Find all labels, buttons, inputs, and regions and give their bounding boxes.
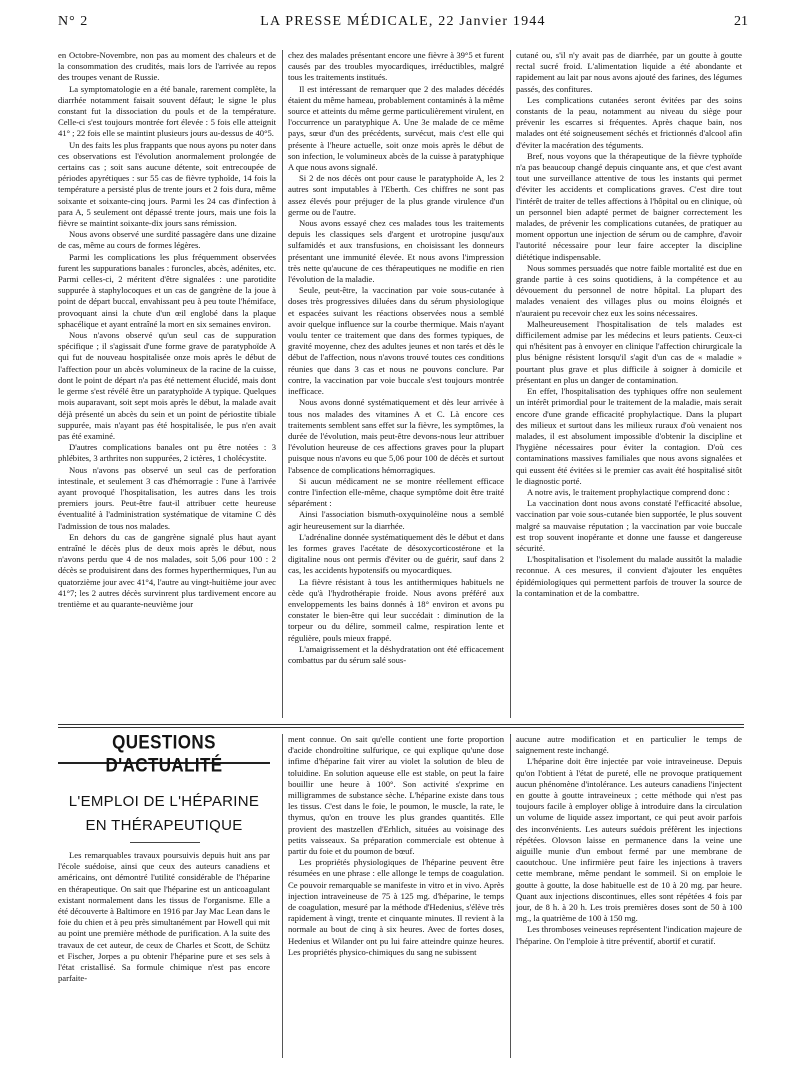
paragraph: Parmi les complications les plus fréquemment observées furent les suppurations banales : furoncles, abcès, adénites, etc. Parmi celles-ci, 2 méritent d'être signalées : une parotidite suppurée à staphylocoques et un cas de gangrène de la joue à point de départ buccal, envahissant peu à peu toute l'hémiface, provoquant ainsi la chute d'un œil englobé dans la plaque sphacélique et ayant entraîné la mort en six semaines environ. [58, 251, 276, 329]
paragraph: En effet, l'hospitalisation des typhiques offre non seulement un intérêt primordial pour le traitement de la maladie, mais serait encore d'une grande efficacité prophylactique. Dans la plupart des milieux et surtout dans les milieux ruraux d'où venaient nos malades, il est absolument impossible d'obtenir la discipline et l'hygiène nécessaires pour éviter la contagion. D'où ces contaminations massives familiales que nous avons signalées et qui eussent été évitées si le premier cas avait été hospitalisé sitôt le diagnostic porté. [516, 386, 742, 486]
paragraph: Les complications cutanées seront évitées par des soins constants de la peau, notamment au niveau du siège pour prévenir les escarres si fréquentes. Après chaque bain, nos malades ont été soigneusement séchés et frictionnés d'alcool afin d'éviter la macération des téguments. [516, 94, 742, 150]
paragraph: Si aucun médicament ne se montre réellement efficace contre l'infection elle-même, chaque symptôme doit être traité séparément : [288, 475, 504, 509]
section-separator [58, 727, 744, 728]
section-heading-text: QUESTIONS D'ACTUALITÉ [105, 731, 223, 776]
paragraph: L'héparine doit être injectée par voie intraveineuse. Depuis qu'on l'obtient à l'état de pureté, elle ne provoque pratiquement aucun phénomène d'intolérance. Les auteurs canadiens l'injectent en goutte à goutte intraveineux ; cette méthode qui n'est pas toujours facile à employer oblige à introduire dans la circulation un volume de liquide assez important, ce qui peut avoir parfois des inconvénients. Les auteurs suédois préfèrent les injections répétées. Olovson laisse en permanence dans la veine une aiguille munie d'un embout fermé par une membrane de caoutchouc. Une infirmière peut faire les injections à travers cette membrane, même pendant le sommeil. Si on emploie le goutte à goutte, la dose habituelle est de 10 à 20 mg. par heure. Quant aux injections discontinues, elles sont répétées 4 fois par jour, de 8 h. à 20 h. Les trois premières doses sont de 50 à 100 mg., la quatrième de 100 à 150 mg. [516, 756, 742, 924]
paragraph: Un des faits les plus frappants que nous ayons pu noter dans ces observations est l'évolution anormalement prolongée de certains cas ; soit sans aucune détente, soit entrecoupée de périodes apyrétiques : sur 55 cas de fièvre typhoïde, 14 fois la température a persisté plus de trente jours et 2 fois dura, même soixante et soixante-cinq jours. Parmi les 24 cas d'infection à para A, 5 seulement ont dépassé trente jours, mais une fois la fièvre se maintint soixante-dix jours sans rémission. [58, 139, 276, 229]
top-column-3 [516, 50, 742, 720]
paragraph: Ainsi l'association bismuth-oxyquinoléine nous a semblé agir heureusement sur la diarrhée. [288, 509, 504, 531]
paragraph: Nous avons essayé chez ces malades tous les traitements depuis les classiques sels d'argent et urotropine jusqu'aux sulfamidés et aux transfusions, en choisissant les donneurs présentant une immunité élevée. Et nous avons l'impression très nette qu'aucune de ces thérapeutiques ne modifie en rien l'évolution de la maladie. [288, 218, 504, 285]
paragraph: La vaccination dont nous avons constaté l'efficacité absolue, vaccination par voie sous-cutanée bien supportée, le plus souvent malgré sa mauvaise réputation ; la vaccination par voie buccale est trop souvent inopérante et donne une fausse et dangereuse sécurité. [516, 498, 742, 553]
paragraph: Malheureusement l'hospitalisation de tels malades est difficilement admise par les médecins et leurs patients. Ceux-ci qui n'hésitent pas à envoyer en clinique l'affection chirurgicale la plus bénigne résistent lorsqu'il s'agit d'un cas de « maladie » pourtant plus grave et plus difficile à soigner à domicile et présentant en plus un danger de contamination. [516, 318, 742, 385]
section-separator [58, 724, 744, 725]
paragraph: Les propriétés physiologiques de l'héparine peuvent être résumées en une phrase : elle allonge le temps de coagulation. Ce pouvoir remarquable se manifeste in vitro et in vivo. Après injection intraveineuse de 75 à 125 mg. d'héparine, le temps de coagulation, mesuré par la méthode d'Hedenius, s'élève très rapidement à vingt, trente et cinquante minutes. Il revient à la normale au bout de cinq à six heures. Avec de fortes doses, Hedenius et Wilander ont pu lui faire atteindre quinze heures. Les propriétés physico-chimiques du sang ne subissent [288, 857, 504, 957]
paragraph: ment connue. On sait qu'elle contient une forte proportion d'acide chondroïtine sulfurique, ce qui explique qu'une dose infime d'héparine fait virer au violet la solution de bleu de toluidine. En solution aqueuse elle est stable, on peut la faire bouillir une heure à 100°. Son activité s'exprime en milligrammes de substance sèche. L'héparine existe dans tous les tissus. C'est dans le foie, le poumon, le muscle, la rate, le thymus, qu'on en trouve les plus grandes quantités. Elle provient des mastzellen d'Erhlich, situées au voisinage des petits vaisseaux. Sa préparation commerciale est obtenue à partir du foie et du poumon de bœuf. [288, 734, 504, 857]
journal-title: LA PRESSE MÉDICALE, 22 Janvier 1944 [260, 14, 546, 29]
paragraph: L'amaigrissement et la déshydratation ont été efficacement combattus par du sérum salé sous- [288, 643, 504, 665]
title-rule [130, 842, 200, 843]
article-column-3 [516, 734, 742, 1058]
issue-number: N° 2 [58, 14, 89, 29]
article-title [58, 790, 270, 838]
top-column-2 [288, 50, 504, 720]
paragraph: D'autres complications banales ont pu être notées : 3 phlébites, 3 arthrites non suppurées, 2 ictères, 1 cholécystite. [58, 442, 276, 464]
article-column-1 [58, 850, 270, 1058]
column-divider [510, 734, 511, 1058]
paragraph: Il est intéressant de remarquer que 2 des malades décédés étaient du même hameau, probablement contaminés à la même source et atteints du même germe particulièrement virulent, en l'occurrence un paratyphique A. Une 3e malade de ce même pays, sœur d'un des précédents, survécut, mais c'est elle qui présente à l'heure actuelle, soit onze mois après le début de son infection, le volumineux abcès de la cuisse à paratyphique A que nous avons signalé. [288, 83, 504, 173]
section-heading [58, 731, 270, 776]
article-title-line: L'EMPLOI DE L'HÉPARINE [68, 793, 260, 810]
paragraph: chez des malades présentant encore une fièvre à 39°5 et furent causés par des troubles myocardiques, irréductibles, malgré tous les traitements institués. [288, 50, 504, 83]
paragraph: La fièvre résistant à tous les antithermiques habituels ne cède qu'à l'hydrothérapie froide. Nous avons préféré aux enveloppements les bains donnés à 18° environ et avons pu constater le bien-être qui leur succédait : diminution de la torpeur ou du délire, sommeil calme, respiration lente et régulière, pouls mieux frappé. [288, 576, 504, 643]
paragraph: en Octobre-Novembre, non pas au moment des chaleurs et de la consommation des crudités, mais lors de l'arrivée au repos des troupes venant de Russie. [58, 50, 276, 83]
paragraph: Bref, nous voyons que la thérapeutique de la fièvre typhoïde n'a pas beaucoup changé depuis cinquante ans, et que c'est avant tout une surveillance attentive de tous les instants qui permet d'éviter les accidents et complications graves. C'est dire tout l'intérêt de traiter de telles affections à l'hôpital ou en clinique, où un personnel bien adapté permet de baigner correctement les malades, de prévenir les complications cutanées, de pratiquer au moment opportun une injection de sérum ou de camphre, d'avoir l'autorité nécessaire pour leur faire accepter la discipline diététique indispensable. [516, 150, 742, 262]
paragraph: aucune autre modification et en particulier le temps de saignement reste inchangé. [516, 734, 742, 756]
page-number: 21 [734, 14, 748, 29]
paragraph: Seule, peut-être, la vaccination par voie sous-cutanée à doses très progressives diluées dans du sérum physiologique et espacées suivant les réactions observées nous a semblé avoir quelque influence sur la courbe thermique. Mais n'ayant voulu tenter ce traitement que dans des formes typiques, de gravité moyenne, chez des adultes jeunes et non tarés et dès le début de l'affection, nous n'avons trouvé toutes ces conditions réunies que dans 3 cas et nous ne pouvons conclure. Par contre, la vaccination par voie buccale s'est toujours montrée inefficace. [288, 285, 504, 397]
paragraph: Nous sommes persuadés que notre faible mortalité est due en grande partie à ces soins quotidiens, à la compétence et au dévouement du personnel de notre hôpital. La plupart des malades venaient des villages plus ou moins éloignés et n'auraient pu recevoir chez eux les soins nécessaires. [516, 262, 742, 318]
top-column-1 [58, 50, 276, 720]
paragraph: cutané ou, s'il n'y avait pas de diarrhée, par un goutte à goutte rectal sucré froid. L'alimentation liquide a été abondante et rapidement au lait par nous avons ajouté des farines, des légumes passés, des confitures. [516, 50, 742, 94]
paragraph: En dehors du cas de gangrène signalé plus haut ayant entraîné le décès plus de deux mois après le début, nous n'avons perdu que 4 de nos malades, soit 5,06 pour 100 : 2 décès se produisirent dans des formes hyperthermiques, l'un au quatorzième jour avec 41°4, l'autre au vingt-huitième jour avec 41°7; les 2 autres décès survinrent plus tardivement encore au trentième et au quarante-neuvième jour [58, 531, 276, 609]
paragraph: La symptomatologie en a été banale, rarement complète, la diarrhée notamment faisait souvent défaut; le signe le plus constant fut la dissociation du pouls et de la température. Celle-ci s'est toujours montrée fort élevée : 5 fois elle atteignit 41° ; 22 fois elle se maintint plusieurs jours au-dessus de 40°5. [58, 83, 276, 139]
article-title-line: EN THÉRAPEUTIQUE [85, 817, 243, 834]
column-divider [282, 50, 283, 718]
paragraph: L'hospitalisation et l'isolement du malade aussitôt la maladie reconnue. A ces mesures, il convient d'ajouter les enquêtes épidémiologiques qui permettent parfois de trouver la source de la contamination et de la combattre. [516, 554, 742, 598]
paragraph: A notre avis, le traitement prophylactique comprend donc : [527, 486, 730, 497]
page-header [58, 14, 748, 36]
paragraph: Nous avons donné systématiquement et dès leur arrivée à tous nos malades des vitamines A et C. Là encore ces traitements semblent sans effet sur la fièvre, les symptômes, la durée de l'évolution, mais peut-être devons-nous leur attribuer l'évolution heureuse de ces affections graves pour la plupart puisque nous n'avons eu que 5,06 pour 100 de décès et surtout l'absence de complications hémorragiques. [288, 397, 504, 475]
paragraph: Nous n'avons pas observé un seul cas de perforation intestinale, et seulement 3 cas d'hémorragie : l'une à l'arrivée ayant provoqué l'hospitalisation, les autres dans les trois premiers jours. Peut-être faut-il attribuer cette heureuse éventualité à l'administration systématique de vitamine C dès l'admission de tous nos malades. [58, 464, 276, 531]
paragraph: Les remarquables travaux poursuivis depuis huit ans par l'école suédoise, ainsi que ceux des auteurs canadiens et américains, ont démontré l'utilité considérable de l'héparine en thérapeutique. On sait que l'héparine est un anticoagulant existant normalement dans les tissus de l'organisme. Elle a été découverte à Baltimore en 1916 par Jay Mac Lean dans le foie du chien et à peu près simultanément par Howell qui mit au point une première méthode de purification. A la suite des travaux de cet auteur, de ceux de Charles et Scott, de Schütz et Fischer, Jorpes a pu obtenir l'héparine pure et ses sels à l'état cristallisé. Sa formule chimique n'est pas encore parfaite- [58, 850, 270, 984]
article-column-2 [288, 734, 504, 1058]
paragraph: Si 2 de nos décès ont pour cause le paratyphoïde A, les 2 autres sont imputables à l'Eberth. Ces chiffres ne sont pas assez élevés pour préjuger de la plus grande virulence d'un germe ou de l'autre. [288, 173, 504, 217]
paragraph: Les thromboses veineuses représentent l'indication majeure de l'héparine. On l'emploie à titre préventif, abortif et curatif. [516, 924, 742, 946]
paragraph: Nous avons observé une surdité passagère dans une dizaine de cas, même au cours de formes légères. [58, 229, 276, 251]
paragraph: L'adrénaline donnée systématiquement dès le début et dans les formes graves l'acétate de désoxycorticostérone et la digitaline nous ont permis d'éviter ou de guérir, sauf dans 2 cas, les accidents hypotensifs ou myocardiques. [288, 531, 504, 576]
column-divider [282, 734, 283, 1058]
column-divider [510, 50, 511, 718]
paragraph: Nous n'avons observé qu'un seul cas de suppuration spécifique ; il s'agissait d'une forme grave de paratyphoïde A qui fut de nouveau hospitalisée onze mois après le début de l'affection pour un abcès volumineux de la racine de la cuisse, dont le point de départ n'a pas été nettement élucidé, mais dont le germe s'est révélé être un paratyphoïde A typique. Quelques mois auparavant, soit sept mois après le début, la malade avait déjà présenté un abcès du sein et un point de périostite tibiale suppurée, mais n'ayant pas été hospitalisée, le pus n'en avait pas été examiné. [58, 330, 276, 441]
